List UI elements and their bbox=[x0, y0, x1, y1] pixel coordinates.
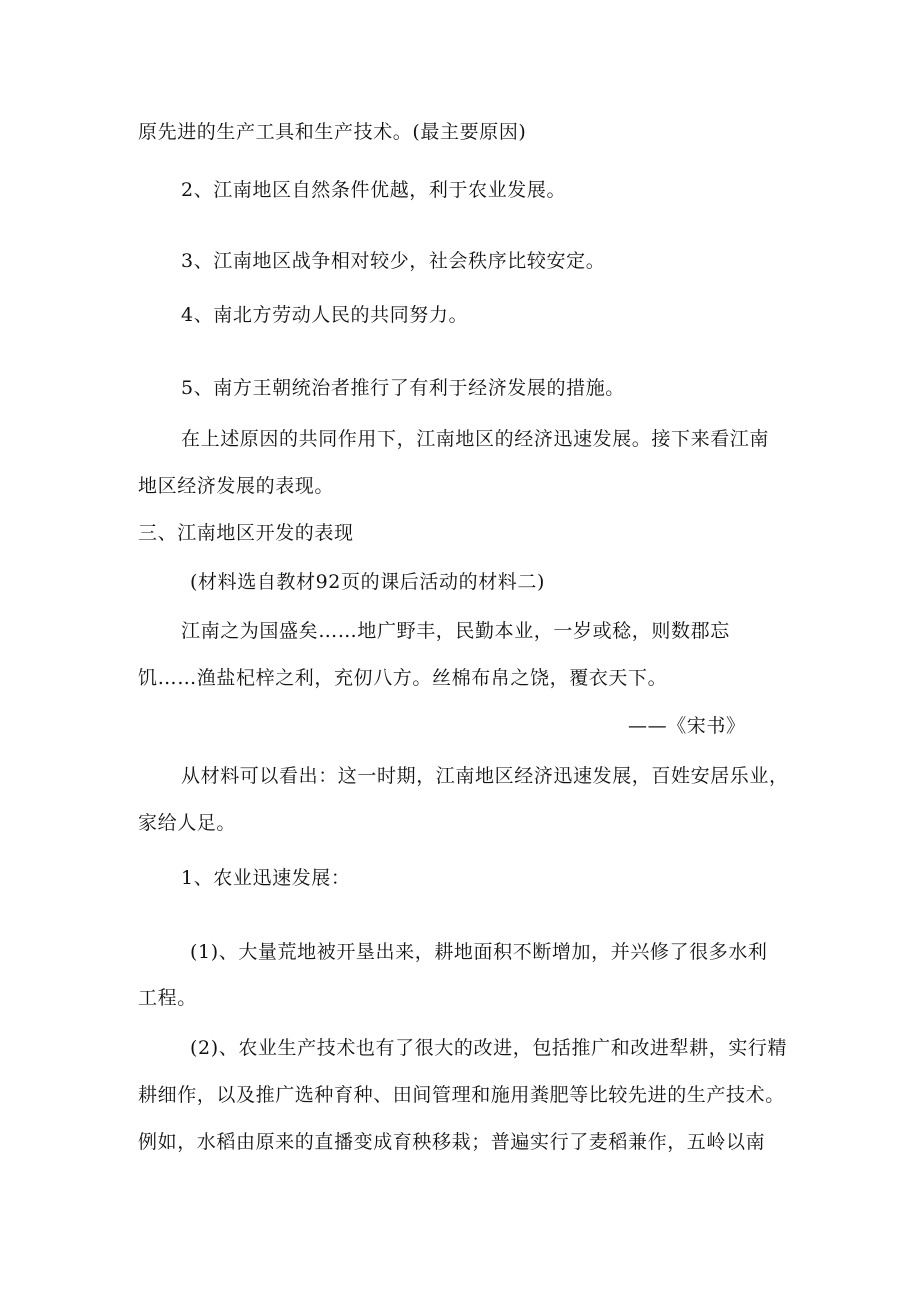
subheading-agriculture: 1、农业迅速发展： bbox=[181, 867, 351, 889]
text-line-19: 耕细作，以及推广选种育种、田间管理和施用粪肥等比较先进的生产技术。 bbox=[138, 1084, 785, 1106]
quote-line-2: 饥……渔盐杞梓之利，充仞八方。丝棉布帛之饶，覆衣天下。 bbox=[138, 667, 668, 689]
text-line-17: 工程。 bbox=[138, 987, 197, 1009]
quote-attribution: ——《宋书》 bbox=[628, 715, 746, 737]
text-line-16: (1)、大量荒地被开垦出来，耕地面积不断增加，并兴修了很多水利 bbox=[190, 941, 768, 963]
text-line-5: 5、南方王朝统治者推行了有利于经济发展的措施。 bbox=[181, 377, 625, 399]
text-line-3: 3、江南地区战争相对较少，社会秩序比较安定。 bbox=[181, 250, 606, 272]
section-heading: 三、江南地区开发的表现 bbox=[138, 522, 354, 544]
text-line-2: 2、江南地区自然条件优越，利于农业发展。 bbox=[181, 179, 567, 201]
text-line-7: 地区经济发展的表现。 bbox=[138, 475, 335, 497]
text-line-6: 在上述原因的共同作用下，江南地区的经济迅速发展。接下来看江南 bbox=[181, 428, 770, 450]
text-line-14: 家给人足。 bbox=[138, 812, 237, 834]
quote-line-1: 江南之为国盛矣……地广野丰，民勤本业，一岁或稔，则数郡忘 bbox=[181, 620, 730, 642]
material-source-note: (材料选自教材92页的课后活动的材料二) bbox=[190, 571, 546, 593]
text-line-1: 原先进的生产工具和生产技术。(最主要原因) bbox=[138, 121, 527, 143]
text-line-13: 从材料可以看出：这一时期，江南地区经济迅速发展，百姓安居乐业， bbox=[181, 765, 789, 787]
text-line-18: (2)、农业生产技术也有了很大的改进，包括推广和改进犁耕，实行精 bbox=[190, 1037, 788, 1059]
text-line-20: 例如，水稻由原来的直播变成育秧移栽；普遍实行了麦稻兼作，五岭以南 bbox=[138, 1131, 766, 1153]
text-line-4: 4、南北方劳动人民的共同努力。 bbox=[181, 304, 469, 326]
